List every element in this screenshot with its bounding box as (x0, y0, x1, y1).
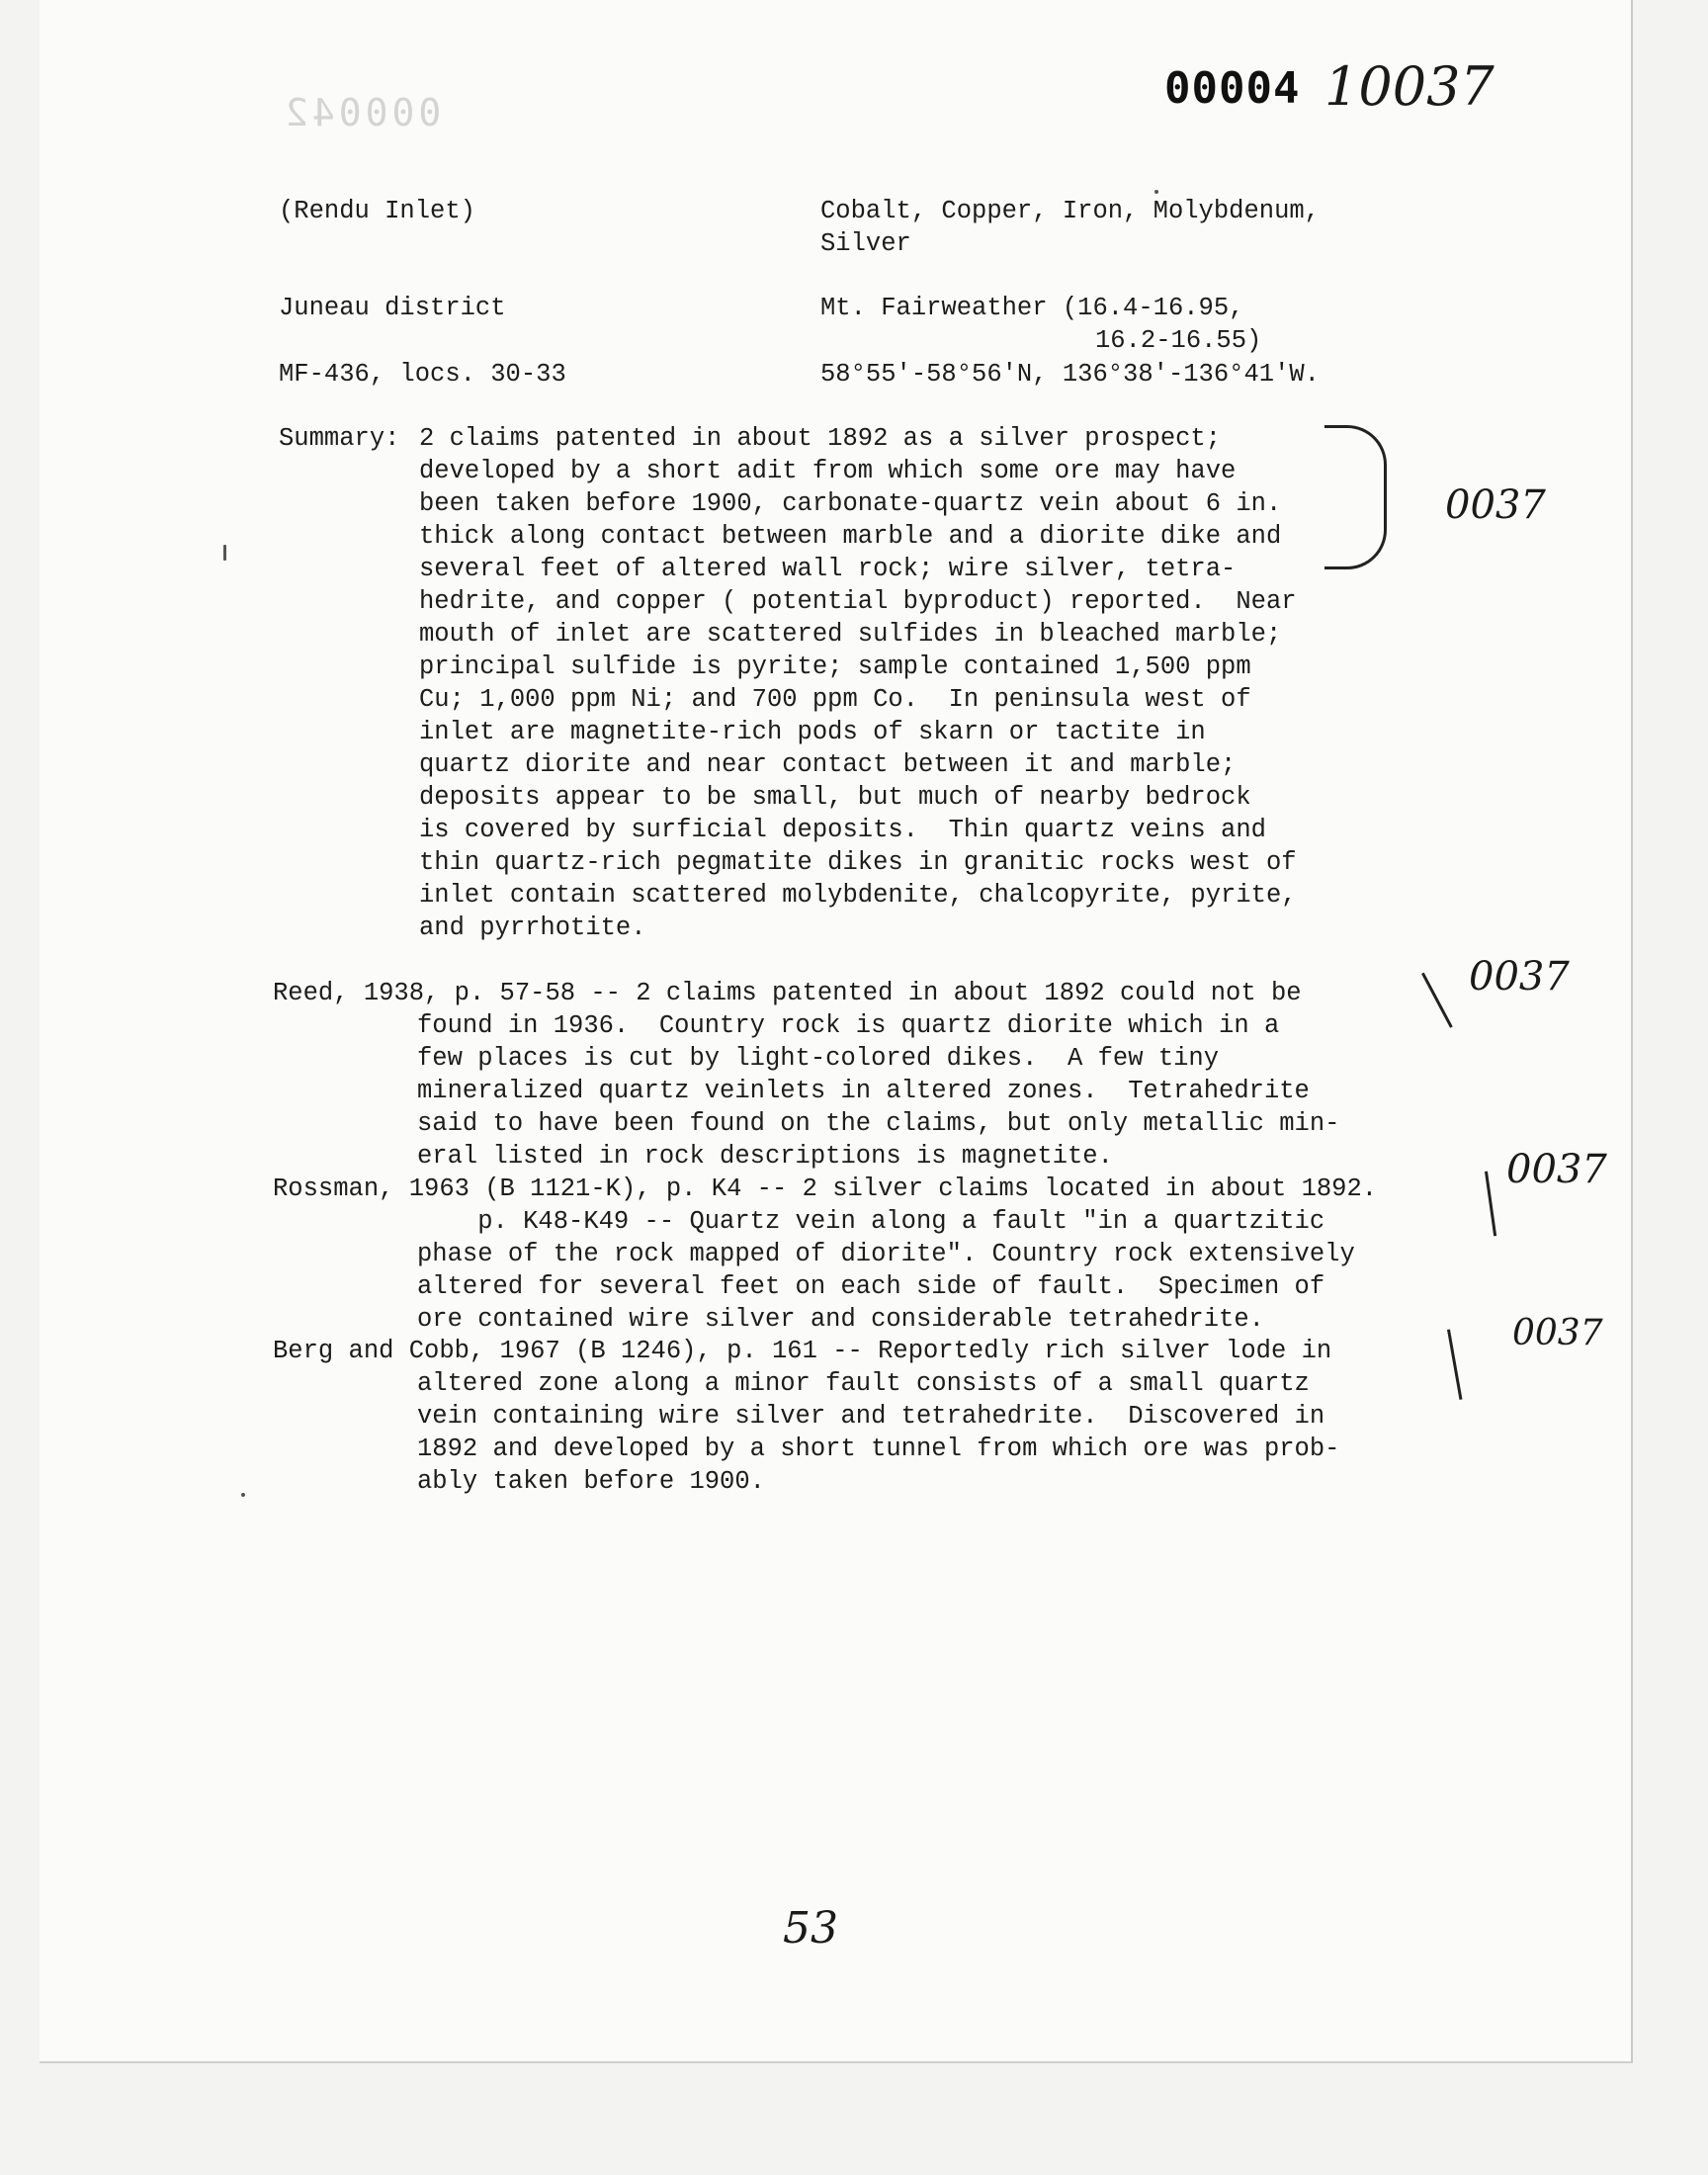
summary-text (419, 422, 1297, 944)
summary-line: inlet are magnetite-rich pods of skarn or tactite in (419, 718, 1206, 746)
summary-line: mouth of inlet are scattered sulfides in bleached marble; (419, 620, 1282, 649)
reference-rossman-text (417, 1205, 1355, 1336)
reference-line: mineralized quartz veinlets in altered zones. Tetrahedrite (417, 1077, 1310, 1105)
reference-line: phase of the rock mapped of diorite". Country rock extensively (417, 1240, 1355, 1268)
quadrangle-line-1: Mt. Fairweather (16.4-16.95, (820, 294, 1244, 322)
summary-line: quartz diorite and near contact between it and marble; (419, 750, 1237, 779)
scan-speck (1154, 190, 1158, 194)
summary-line: deposits appear to be small, but much of nearby bedrock (419, 783, 1251, 812)
reference-line: altered zone along a minor fault consists of a small quartz (417, 1369, 1310, 1398)
handwritten-document-number: 10037 (1324, 55, 1494, 118)
map-reference: MF-436, locs. 30-33 (279, 360, 566, 389)
scan-speck (241, 1493, 245, 1497)
reference-reed-first-line: Reed, 1938, p. 57-58 -- 2 claims patented in about 1892 could not be (273, 979, 1302, 1007)
commodities-line-2: Silver (820, 229, 911, 258)
summary-label: Summary: (279, 424, 400, 453)
summary-line: been taken before 1900, carbonate-quartz vein about 6 in. (419, 489, 1282, 518)
margin-note-summary: 0037 (1445, 482, 1546, 528)
scan-speck (223, 545, 226, 561)
reference-line: ore contained wire silver and considerable tetrahedrite. (417, 1305, 1264, 1334)
reference-line: said to have been found on the claims, but only metallic min- (417, 1109, 1340, 1138)
reference-line: altered for several feet on each side of fault. Specimen of (417, 1272, 1325, 1301)
reference-line: 1892 and developed by a short tunnel from which ore was prob- (417, 1435, 1340, 1463)
page-number: 53 (783, 1903, 838, 1954)
locality-name: (Rendu Inlet) (279, 197, 475, 225)
reference-berg-cobb-first-line: Berg and Cobb, 1967 (B 1246), p. 161 -- Reportedly rich silver lode in (273, 1337, 1332, 1365)
reference-rossman-first-line: Rossman, 1963 (B 1121-K), p. K4 -- 2 silver claims located in about 1892. (273, 1174, 1378, 1203)
summary-line: developed by a short adit from which some ore may have (419, 457, 1237, 485)
coordinates: 58°55'-58°56'N, 136°38'-136°41'W. (820, 360, 1320, 389)
margin-note-berg-cobb: 0037 (1512, 1313, 1603, 1353)
bleed-through-stamp: 000042 (282, 91, 442, 134)
reference-line: p. K48-K49 -- Quartz vein along a fault "in a quartzitic (417, 1207, 1325, 1236)
reference-line: few places is cut by light-colored dikes. A few tiny (417, 1044, 1220, 1073)
reference-berg-cobb-text (417, 1367, 1339, 1498)
summary-line: thick along contact between marble and a diorite dike and (419, 522, 1282, 551)
summary-line: Cu; 1,000 ppm Ni; and 700 ppm Co. In peninsula west of (419, 685, 1251, 714)
reference-reed-text (417, 1009, 1339, 1173)
summary-line: thin quartz-rich pegmatite dikes in granitic rocks west of (419, 848, 1297, 877)
reference-line: found in 1936. Country rock is quartz diorite which in a (417, 1011, 1280, 1040)
margin-note-rossman: 0037 (1506, 1147, 1607, 1192)
document-number-stamp: 00004 (1164, 63, 1301, 114)
summary-line: 2 claims patented in about 1892 as a silver prospect; (419, 424, 1222, 453)
margin-note-reed: 0037 (1469, 954, 1570, 1000)
summary-line: inlet contain scattered molybdenite, chalcopyrite, pyrite, (419, 881, 1297, 910)
reference-line: vein containing wire silver and tetrahedrite. Discovered in (417, 1402, 1325, 1431)
summary-line: principal sulfide is pyrite; sample contained 1,500 ppm (419, 652, 1251, 681)
reference-line: ably taken before 1900. (417, 1467, 765, 1496)
reference-line: eral listed in rock descriptions is magnetite. (417, 1142, 1113, 1171)
quadrangle-line-2: 16.2-16.55) (1095, 326, 1262, 355)
summary-line: and pyrrhotite. (419, 914, 646, 942)
summary-bracket (1324, 425, 1387, 569)
summary-line: hedrite, and copper ( potential byproduct) reported. Near (419, 587, 1297, 616)
summary-line: is covered by surficial deposits. Thin quartz veins and (419, 816, 1266, 844)
summary-line: several feet of altered wall rock; wire silver, tetra- (419, 555, 1237, 583)
commodities-line-1: Cobalt, Copper, Iron, Molybdenum, (820, 197, 1320, 225)
district-name: Juneau district (279, 294, 506, 322)
